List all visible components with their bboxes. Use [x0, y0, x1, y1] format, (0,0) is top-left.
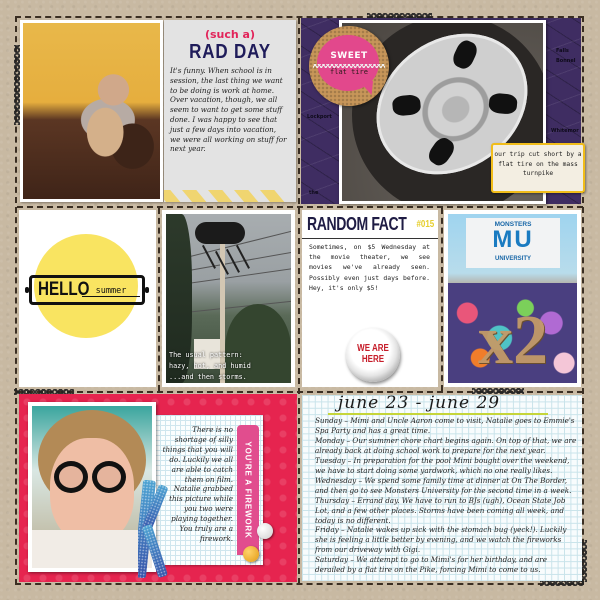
white-brad-icon — [257, 523, 273, 539]
hello-subtitle: summer — [82, 286, 140, 297]
glitter-letter-k — [138, 480, 172, 580]
orange-brad-icon — [243, 546, 259, 562]
storm-photo-card — [162, 210, 295, 387]
hello-title: HELLO — [38, 279, 90, 300]
sweet-flat-tire-badge — [309, 26, 389, 106]
journal-entry-monday: Monday – Our summer chore chart begins again. On top of that, we are already back at doing school work to prepare for the next year. — [315, 435, 577, 455]
journal-entries — [315, 416, 578, 575]
label-frame — [29, 275, 145, 305]
rain-cloud-icon — [195, 222, 245, 244]
map-label: Whitemor — [551, 128, 579, 134]
journal-entry-wednesday: Wednesday – We spend some family time at dinner at On The Border, and then go to see Monsters University for the second time in a week. — [315, 475, 572, 495]
fact-title: RANDOM FACT — [307, 214, 407, 234]
col-divider-right-row2 — [441, 208, 443, 391]
chevron-strip — [164, 190, 290, 202]
journal-entry-saturday: Saturday – We attempt to go to Mimi's for her birthday, and are derailed by a flat tire on the Pike, forcing Mimi to come to us. — [315, 555, 547, 575]
fact-number: #015 — [416, 219, 434, 230]
x2-overlay: x2 — [478, 302, 548, 379]
monsters-university-poster — [444, 210, 581, 387]
storm-caption: The usual pattern: hazy, hot, and humid ...and then storms. — [169, 351, 251, 381]
map-label: Falls — [556, 48, 569, 54]
stitch-row3-right — [472, 388, 524, 394]
col-divider-left-row2 — [158, 208, 160, 391]
rad-day-body: It's funny. When school is in session, the last thing we want to be doing is work at home. Over vacation, though, we all seem to want to get some stuff done. I was happy to see that just a few days into vacation, we were all working on stuff for next year. — [170, 66, 287, 154]
rad-day-kicker: (such a) — [204, 28, 256, 41]
row-divider-1 — [17, 206, 583, 208]
col-divider-center — [298, 18, 300, 584]
we-are-here-button: WE ARE HERE — [346, 328, 400, 382]
journal-entry-tuesday: Tuesday – In preparation for the pool Mimi bought over the weekend, we have to start doing some yardwork, which no one really likes. — [315, 455, 570, 475]
firework-body: There is no shortage of silly things that you will do. Luckily we all are able to catch them on film. Natalie grabbed this picture while you two were playing together. You truly are a firework. — [162, 425, 233, 543]
hello-summer-card — [19, 210, 156, 387]
random-fact-card — [302, 210, 438, 387]
weekly-journal-card — [302, 395, 582, 581]
photo-reading-at-table — [20, 20, 163, 202]
tire-caption-tag: our trip cut short by a flat tire on the mass turnpike — [491, 143, 585, 193]
rad-day-title: RAD DAY — [189, 41, 271, 63]
journal-date-range: june 23 - june 29 — [338, 395, 501, 413]
map-label: Lockport — [307, 114, 332, 120]
firework-tab: YOU'RE A FIREWORK — [237, 425, 259, 555]
journal-entry-thursday: Thursday – Errand day. We have to run to BJs (ugh), Ocean State Job Lot, and a few other places. Storms have been coming all week, and today is no different. — [315, 495, 566, 525]
badge-subtitle: flat tire — [330, 68, 368, 76]
map-label: Bonnel — [556, 58, 576, 64]
rad-day-card — [164, 20, 296, 202]
badge-title: SWEET — [330, 51, 368, 61]
map-label: the — [309, 190, 319, 196]
photo-girl-with-glasses — [28, 402, 156, 572]
journal-entry-sunday: Sunday – Mimi and Uncle Aaron come to visit, Natalie goes to Emmie's Spa Party and has a great time. — [315, 416, 575, 435]
journal-entry-friday: Friday – Natalie wakes up sick with the stomach bug (yeck!). Luckily she is feeling a little better by evening, and we watch the fireworks from our driveway with Gigi. — [315, 525, 567, 555]
poster-banner: MONSTERS MU UNIVERSITY — [466, 218, 560, 268]
fact-body: Sometimes, on $5 Wednesday at the movie theater, we see movies we've already seen. Possibly even just days before. Hey, it's only $5! — [309, 243, 430, 292]
